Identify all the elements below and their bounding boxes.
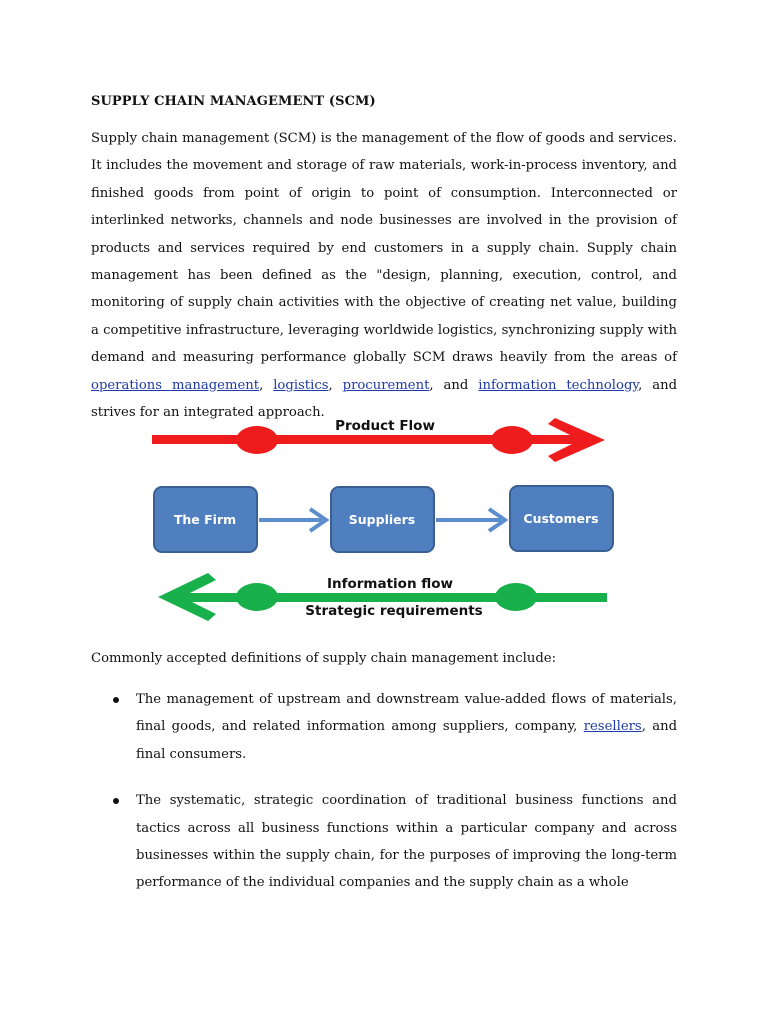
box-customers-label: Customers (523, 511, 599, 526)
information-flow-arrow (158, 573, 607, 621)
definitions-intro: Commonly accepted definitions of supply chain management include: (91, 651, 557, 666)
box-suppliers-label: Suppliers (348, 512, 416, 527)
intro-paragraph (91, 125, 677, 426)
separator: , (259, 377, 274, 393)
bullet-text: The systematic, strategic coordination of traditional business functions and tactics across all business functions within a particular company and across businesses within the supply chain, for the purposes of improving the long-term performance of the individual companies and the supply chain as a whole (136, 793, 677, 891)
separator: , (328, 377, 343, 393)
bullet-text-end: , and final consumers. (136, 719, 678, 762)
information-flow-node-right (495, 583, 537, 611)
bullet-text: The management of upstream and downstream value-added flows of materials, final goods, and related information among suppliers, company, (136, 692, 677, 735)
product-flow-node-left (236, 426, 278, 454)
definitions-list (91, 686, 677, 916)
link-information-technology[interactable]: information technology (478, 377, 639, 393)
supply-chain-diagram (150, 410, 615, 625)
link-resellers[interactable]: resellers (583, 719, 642, 735)
product-flow-node-right (491, 426, 533, 454)
information-flow-label: Information flow (326, 576, 454, 592)
information-flow-node-left (236, 583, 278, 611)
paragraph-text-end: , and strives for an integrated approach. (91, 377, 678, 421)
bullet-icon (113, 798, 119, 804)
link-procurement[interactable]: procurement (342, 377, 430, 393)
box-the-firm-label: The Firm (173, 512, 237, 527)
link-logistics[interactable]: logistics (273, 377, 329, 393)
product-flow-arrow (152, 418, 605, 462)
page-title: SUPPLY CHAIN MANAGEMENT (SCM) (91, 94, 376, 109)
separator: , and (429, 377, 479, 393)
list-item (91, 686, 677, 768)
product-flow-label: Product Flow (335, 418, 435, 434)
flow-boxes (154, 486, 613, 552)
strategic-requirements-label: Strategic requirements (305, 603, 483, 619)
paragraph-text: Supply chain management (SCM) is the management of the flow of goods and services. It includes the movement and storage of raw materials, work-in-process inventory, and finished goods from point of origin to point of consumption. Interconnected or interlinked networks, channels and node businesses are involved in the provision of products and services required by end customers in a supply chain. Supply chain management has been defined as the "design, planning, execution, control, and monitoring of supply chain activities with the objective of creating net value, building a competitive infrastructure, leveraging worldwide logistics, synchronizing supply with demand and measuring performance globally SCM draws heavily from the areas of (91, 131, 677, 366)
bullet-icon (113, 697, 119, 703)
list-item (91, 787, 677, 897)
link-operations-management[interactable]: operations management (91, 377, 260, 393)
